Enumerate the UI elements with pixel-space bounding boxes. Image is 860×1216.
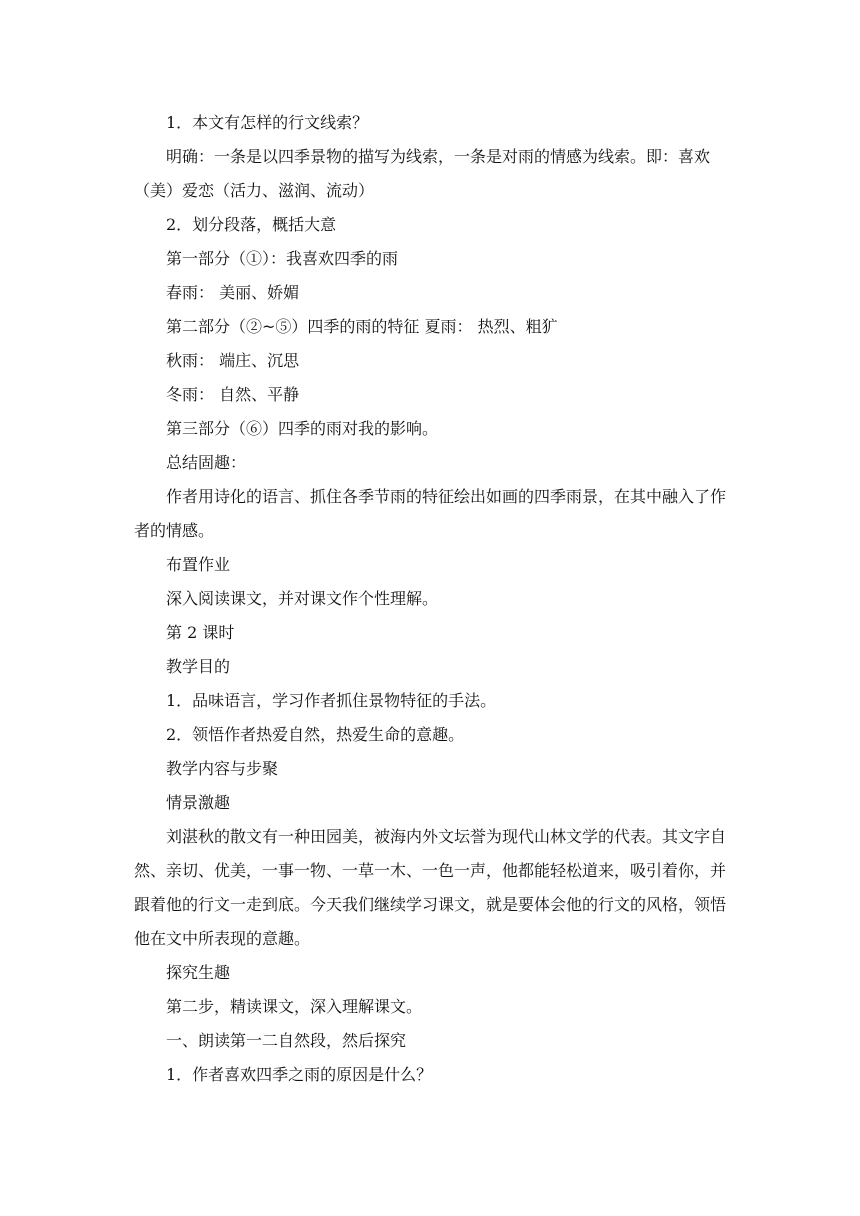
paragraph: 第 2 课时	[166, 623, 235, 642]
paragraph: 教学目的	[166, 657, 231, 676]
paragraph: 第二步，精读课文，深入理解课文。	[166, 997, 423, 1016]
paragraph: 总结固趣：	[166, 453, 247, 472]
paragraph: 教学内容与步聚	[166, 759, 279, 778]
paragraph: 作者用诗化的语言、抓住各季节雨的特征绘出如画的四季雨景，在其中融入了作者的情感。	[134, 487, 727, 540]
paragraph: 1．品味语言，学习作者抓住景物特征的手法。	[166, 691, 497, 710]
paragraph: 第三部分（⑥）四季的雨对我的影响。	[166, 419, 439, 438]
paragraph: 1．本文有怎样的行文线索？	[166, 113, 369, 132]
paragraph: 一、朗读第一二自然段，然后探究	[166, 1031, 407, 1050]
paragraph: 1．作者喜欢四季之雨的原因是什么？	[166, 1065, 433, 1084]
paragraph: 冬雨： 自然、平静	[166, 385, 300, 404]
paragraph: 2．领悟作者热爱自然，热爱生命的意趣。	[166, 725, 465, 744]
paragraph: 刘湛秋的散文有一种田园美，被海内外文坛誉为现代山林文学的代表。其文字自然、亲切、优美，一事一物、一草一木、一色一声，他都能轻松道来，吸引着你，并跟着他的行文一走到底。今天我们继续学习课文，就是要体会他的行文的风格，领悟他在文中所表现的意趣。	[134, 827, 727, 948]
paragraph: 2．划分段落，概括大意	[166, 215, 337, 234]
paragraph: 秋雨： 端庄、沉思	[166, 351, 300, 370]
paragraph: 深入阅读课文，并对课文作个性理解。	[166, 589, 439, 608]
paragraph: 情景激趣	[166, 793, 231, 812]
paragraph: 布置作业	[166, 555, 231, 574]
paragraph: 第一部分（①）：我喜欢四季的雨	[166, 249, 399, 268]
paragraph: 明确：一条是以四季景物的描写为线索，一条是对雨的情感为线索。即：喜欢（美）爱恋（活力、滋润、流动）	[134, 147, 711, 200]
paragraph: 第二部分（②~⑤）四季的雨的特征 夏雨： 热烈、粗犷	[166, 317, 558, 336]
paragraph: 探究生趣	[166, 963, 231, 982]
document-body	[134, 106, 730, 1092]
paragraph: 春雨： 美丽、娇媚	[166, 283, 300, 302]
